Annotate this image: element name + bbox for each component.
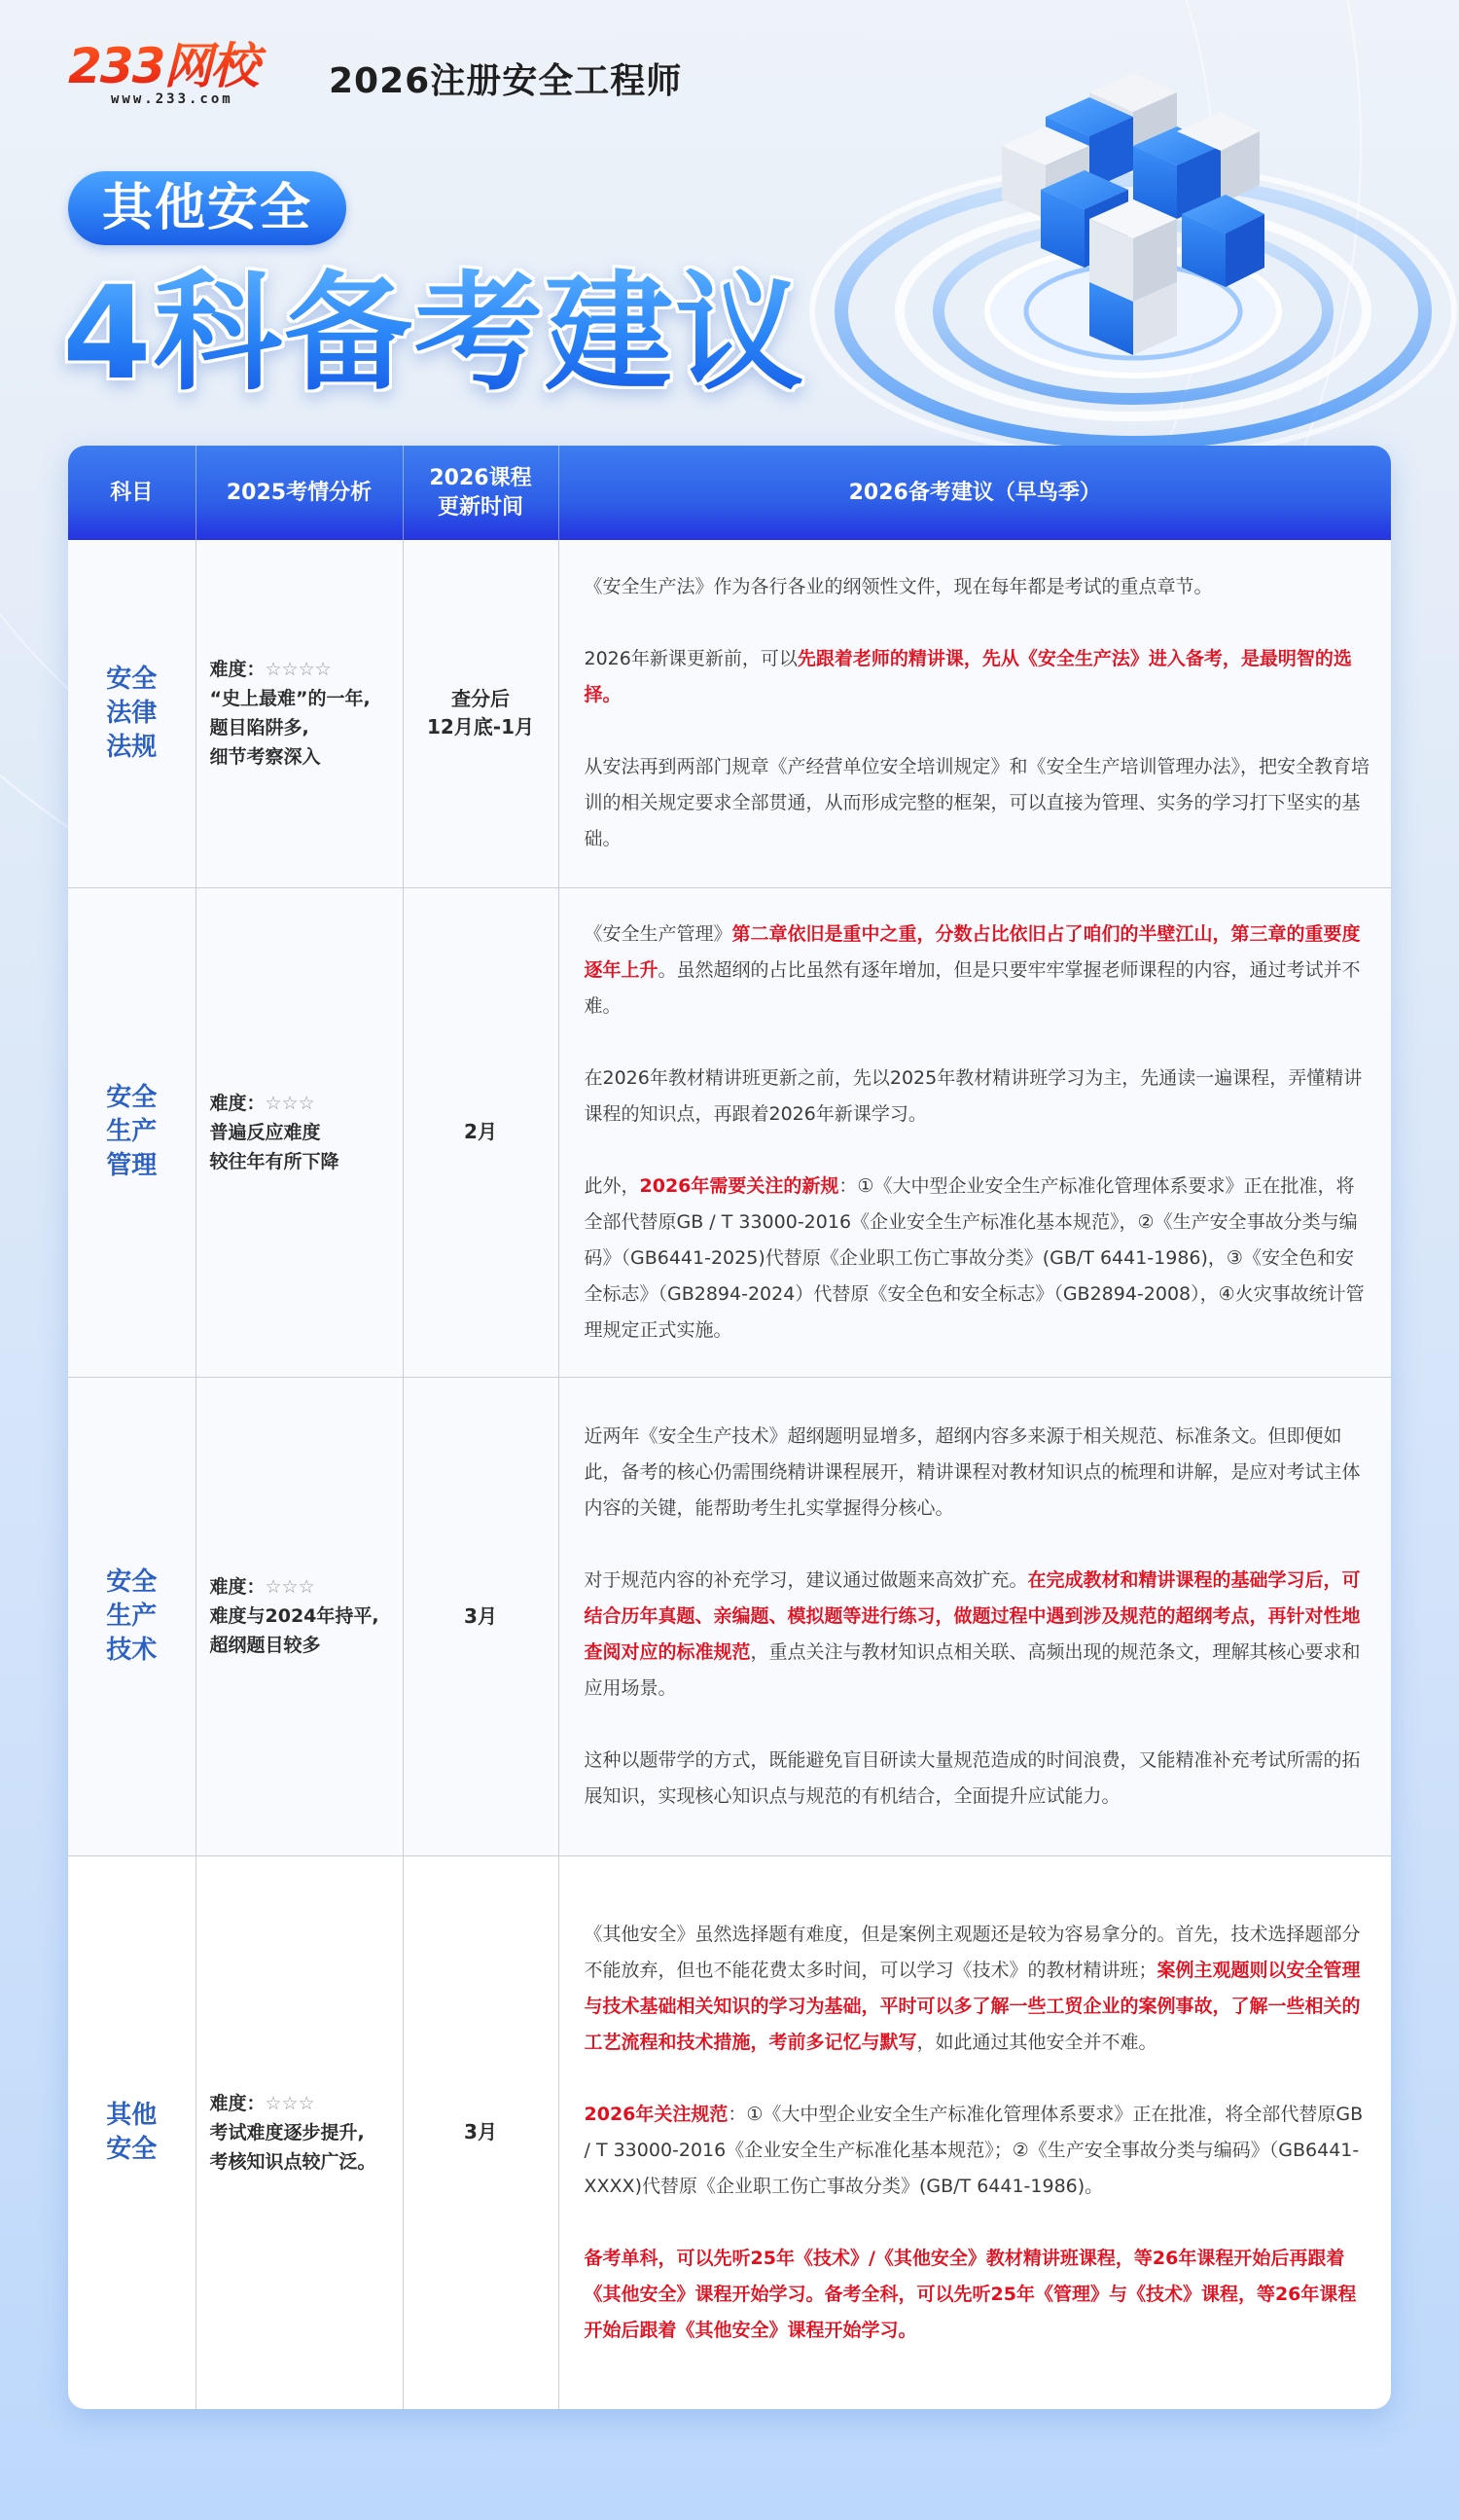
advice-text: 这种以题带学的方式，既能避免盲目研读大量规范造成的时间浪费，又能精准补充考试所需的拓展知识，实现核心知识点与规范的有机结合，全面提升应试能力。 — [584, 1748, 1361, 1807]
advice-text: ：①《大中型企业安全生产标准化管理体系要求》正在批准，将全部代替原GB / T 33000-2016《企业安全生产标准化基本规范》；②《生产安全事故分类与编码》（GB6441-XXXX)代替原《企业职工伤亡事故分类》(GB/T 6441-1986)。 — [584, 2103, 1364, 2197]
advice-text: 在2026年教材精讲班更新之前，先以2025年教材精讲班学习为主，先通读一遍课程，弄懂精讲课程的知识点，再跟着2026年新课学习。 — [584, 1066, 1363, 1125]
table-row — [68, 1377, 1391, 1855]
advice-paragraph — [585, 1917, 1370, 2061]
advice-paragraph — [585, 2097, 1370, 2205]
difficulty-line — [210, 655, 399, 684]
table-row — [68, 887, 1391, 1377]
advice-text: 此外， — [584, 1174, 640, 1197]
header-line: 更新时间 — [437, 494, 523, 520]
analysis-text: 考试难度逐步提升, — [209, 2121, 365, 2143]
update-time: 12月底-1月 — [426, 715, 535, 739]
advice-paragraph — [585, 641, 1370, 713]
advice-cell — [558, 1377, 1391, 1855]
column-header-update-time — [403, 446, 558, 540]
highlighted-text: 在完成教材和精讲课程的基础学习后，可结合历年真题、亲编题、模拟题等进行练习，做题过程中遇到涉及规范的超纲考点，再针对性地查阅对应的标准规范 — [584, 1568, 1361, 1663]
highlighted-text: 2026年需要关注的新规 — [639, 1174, 839, 1197]
analysis-text: 考核知识点较广泛。 — [209, 2150, 376, 2173]
cube-illustration — [798, 19, 1459, 448]
analysis-text: 细节考察深入 — [209, 746, 321, 769]
advice-paragraph — [585, 1169, 1370, 1349]
advice-paragraph — [585, 2241, 1370, 2349]
advice-text: 对于规范内容的补充学习，建议通过做题来高效扩充。 — [584, 1568, 1028, 1591]
subject-cell — [68, 540, 196, 887]
analysis-text: 较往年有所下降 — [209, 1150, 339, 1172]
highlighted-text: 先跟着老师的精讲课，先从《安全生产法》进入备考，是最明智的选择。 — [584, 648, 1352, 706]
update-time: 2月 — [464, 1120, 497, 1143]
difficulty-label: 难度： — [209, 2092, 266, 2114]
update-time: 3月 — [464, 2120, 497, 2144]
advice-text: ：①《大中型企业安全生产标准化管理体系要求》正在批准，将全部代替原GB / T 33000-2016《企业安全生产标准化基本规范》，②《生产安全事故分类与编码》（GB6441-2025)代替原《企业职工伤亡事故分类》(GB/T 6441-1986)，③《安全色和安全标志》（GB2894-2024）代替原《安全色和安全标志》（GB2894-2008），④火灾事故统计管理规定正式实施。 — [584, 1174, 1365, 1341]
logo-url: www.233.com — [111, 91, 233, 107]
logo[interactable] — [68, 39, 302, 117]
subject-cell — [68, 887, 196, 1377]
advice-paragraph — [585, 917, 1370, 1025]
table-row — [68, 1855, 1391, 2409]
advice-paragraph — [585, 1743, 1370, 1815]
advice-cell — [558, 1855, 1391, 2409]
subject-name: 安全生产管理 — [106, 1083, 158, 1180]
column-header-advice: 2026备考建议（早鸟季） — [558, 446, 1391, 540]
update-time: 查分后 — [451, 687, 510, 711]
exam-title: 2026注册安全工程师 — [329, 61, 683, 101]
advice-paragraph — [585, 569, 1370, 605]
analysis-text: 普遍反应难度 — [209, 1121, 321, 1143]
subject-pill: 其他安全 — [68, 171, 346, 245]
advice-paragraph — [585, 749, 1370, 857]
analysis-cell — [196, 887, 403, 1377]
study-plan-table — [68, 446, 1391, 2409]
analysis-text: 题目陷阱多, — [209, 717, 309, 739]
highlighted-text: 案例主观题则以安全管理与技术基础相关知识的学习为基础，平时可以多了解一些工贸企业的案例事故，了解一些相关的工艺流程和技术措施，考前多记忆与默写 — [584, 1959, 1361, 2053]
page-title: 4科备考建议 — [62, 259, 805, 409]
logo-text: 233网校 — [68, 39, 302, 93]
star-rating-icon: ☆☆☆ — [265, 1092, 315, 1114]
advice-text: 从安法再到两部门规章《产经营单位安全培训规定》和《安全生产培训管理办法》，把安全教育培训的相关规定要求全部贯通，从而形成完整的框架，可以直接为管理、实务的学习打下坚实的基础。 — [584, 756, 1370, 850]
difficulty-line — [210, 1089, 399, 1118]
advice-paragraph — [585, 1563, 1370, 1707]
star-rating-icon: ☆☆☆ — [265, 1576, 315, 1598]
update-time-cell — [403, 540, 558, 887]
difficulty-line — [210, 1572, 399, 1602]
analysis-cell — [196, 1377, 403, 1855]
advice-text: 。虽然超纲的占比虽然有逐年增加，但是只要牢牢掌握老师课程的内容，通过考试并不难。 — [584, 958, 1361, 1017]
advice-paragraph — [585, 1419, 1370, 1527]
analysis-cell — [196, 1855, 403, 2409]
header-line: 2026课程 — [429, 465, 532, 490]
subject-cell — [68, 1377, 196, 1855]
advice-text: 《安全生产管理》 — [584, 922, 732, 945]
advice-cell — [558, 540, 1391, 887]
advice-text: ，重点关注与教材知识点相关联、高频出现的规范条文，理解其核心要求和应用场景。 — [584, 1640, 1361, 1699]
update-time-cell — [403, 887, 558, 1377]
update-time-cell — [403, 1377, 558, 1855]
star-rating-icon: ☆☆☆☆ — [265, 659, 332, 681]
analysis-cell — [196, 540, 403, 887]
column-header-analysis: 2025考情分析 — [196, 446, 403, 540]
highlighted-text: 2026年关注规范 — [584, 2103, 729, 2125]
difficulty-line — [210, 2089, 399, 2118]
column-header-subject: 科目 — [68, 446, 196, 540]
advice-text: 《其他安全》虽然选择题有难度，但是案例主观题还是较为容易拿分的。首先，技术选择题部分不能放弃，但也不能花费太多时间，可以学习《技术》的教材精讲班； — [584, 1923, 1361, 1981]
difficulty-label: 难度： — [209, 1092, 266, 1114]
update-time: 3月 — [464, 1603, 497, 1628]
analysis-text: 难度与2024年持平, — [209, 1605, 379, 1627]
update-time-cell — [403, 1855, 558, 2409]
highlighted-text: 备考单科，可以先听25年《技术》/《其他安全》教材精讲班课程，等26年课程开始后再跟着《其他安全》课程开始学习。备考全科，可以先听25年《管理》与《技术》课程，等26年课程开始后跟着《其他安全》课程开始学习。 — [584, 2247, 1357, 2341]
star-rating-icon: ☆☆☆ — [265, 2092, 315, 2114]
highlighted-text: 第二章依旧是重中之重，分数占比依旧占了咱们的半壁江山，第三章的重要度逐年上升 — [584, 922, 1361, 981]
advice-text: 《安全生产法》作为各行各业的纲领性文件，现在每年都是考试的重点章节。 — [584, 576, 1213, 598]
analysis-text: 超纲题目较多 — [209, 1635, 321, 1656]
advice-paragraph — [585, 1061, 1370, 1133]
table-header-row — [68, 446, 1391, 540]
difficulty-label: 难度： — [209, 659, 266, 681]
subject-name: 安全生产技术 — [106, 1566, 158, 1665]
subject-name: 安全法律法规 — [106, 664, 158, 762]
table-row — [68, 540, 1391, 887]
advice-cell — [558, 887, 1391, 1377]
advice-text: 近两年《安全生产技术》超纲题明显增多，超纲内容多来源于相关规范、标准条文。但即便如此，备考的核心仍需围绕精讲课程展开，精讲课程对教材知识点的梳理和讲解，是应对考试主体内容的关键，能帮助考生扎实掌握得分核心。 — [584, 1424, 1361, 1519]
advice-text: 2026年新课更新前，可以 — [584, 648, 798, 670]
analysis-text: “史上最难”的一年, — [209, 688, 371, 710]
subject-cell — [68, 1855, 196, 2409]
difficulty-label: 难度： — [209, 1576, 266, 1598]
advice-text: ，如此通过其他安全并不难。 — [916, 2031, 1157, 2053]
subject-name: 其他安全 — [106, 2100, 158, 2164]
